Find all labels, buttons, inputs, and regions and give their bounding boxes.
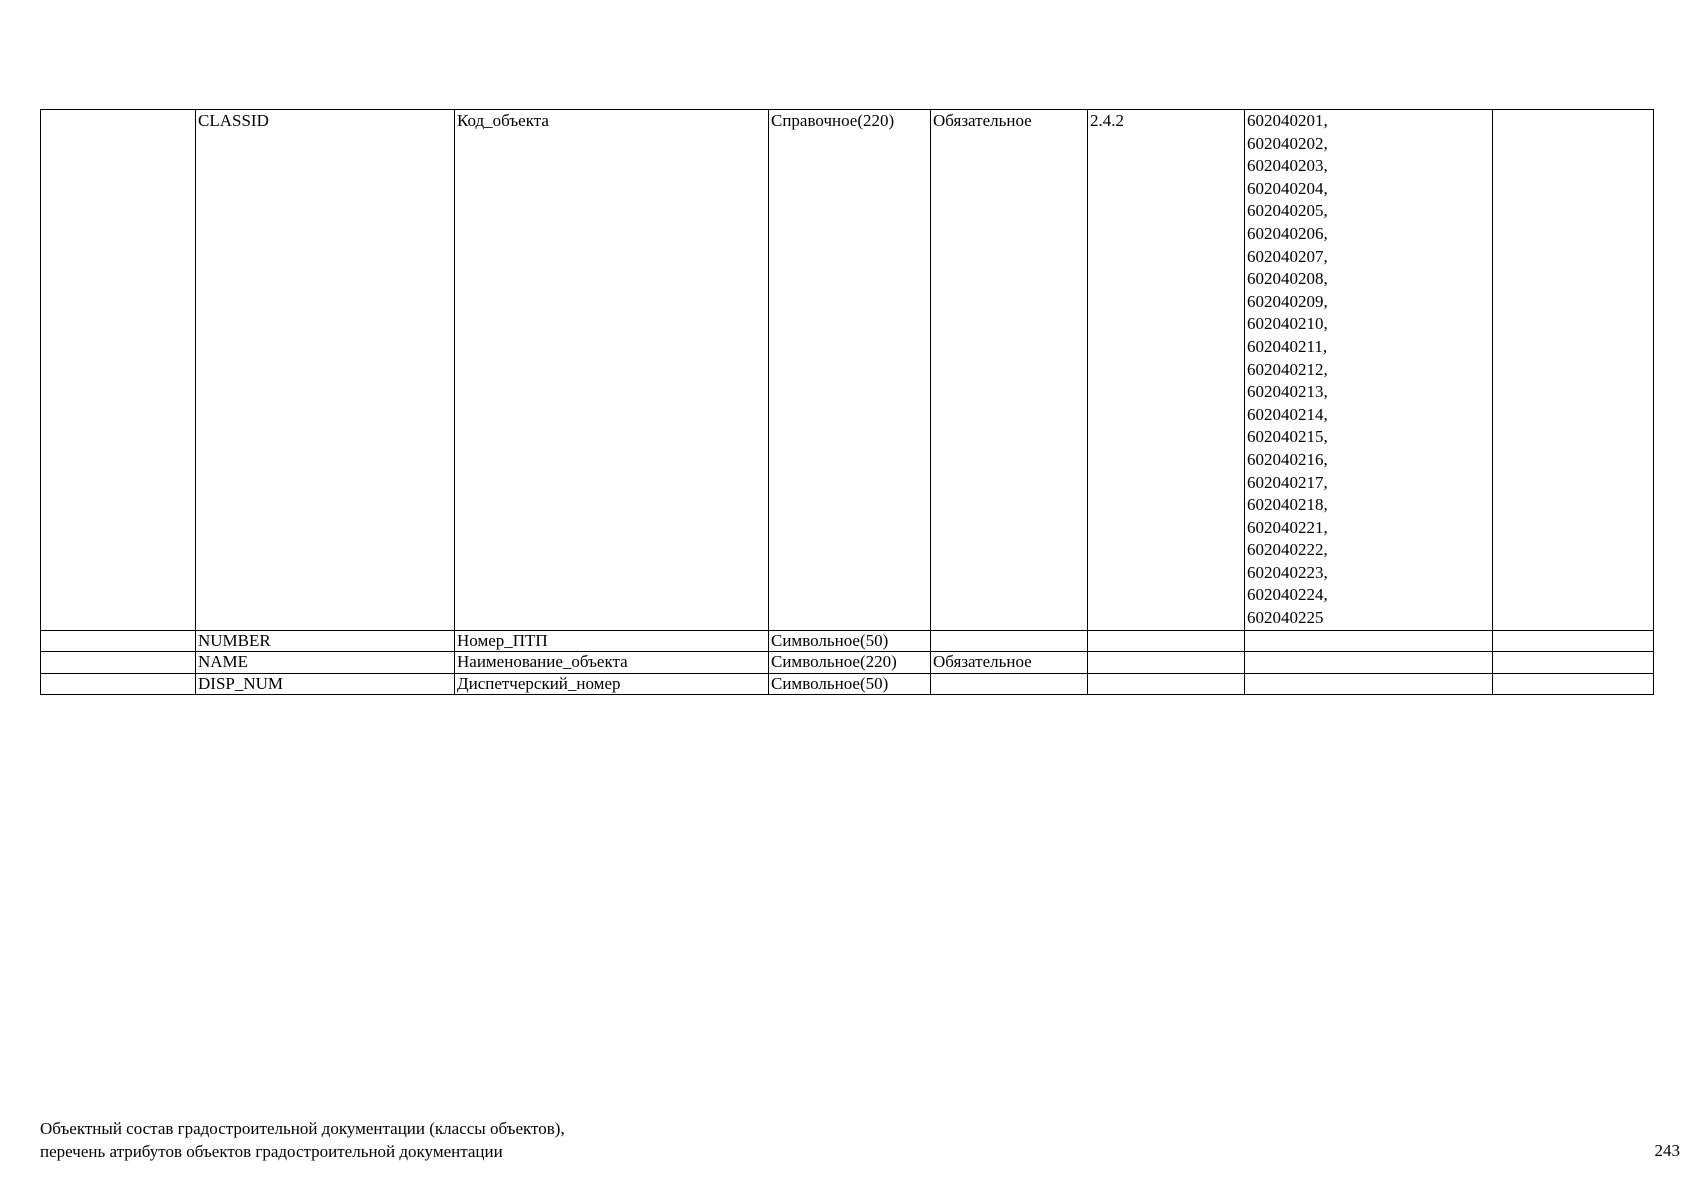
- field-name-cell: DISP_NUM: [196, 673, 455, 695]
- class-codes-cell: [1245, 630, 1493, 652]
- page-number: 243: [1654, 1141, 1680, 1160]
- class-code: 602040208,: [1247, 269, 1328, 289]
- empty-cell: [41, 110, 196, 631]
- class-code: 602040206,: [1247, 223, 1328, 243]
- field-type-cell: Символьное(220): [769, 652, 931, 674]
- class-codes-cell: [1245, 652, 1493, 674]
- attributes-table: [40, 109, 1654, 695]
- class-codes-cell: [1245, 673, 1493, 695]
- class-code: 602040224,: [1247, 585, 1328, 605]
- table-row: [41, 630, 1654, 652]
- class-code: 602040222,: [1247, 540, 1328, 560]
- empty-cell: [41, 630, 196, 652]
- section-ref-cell: [1088, 630, 1245, 652]
- field-name-cell: NUMBER: [196, 630, 455, 652]
- class-code: 602040216,: [1247, 449, 1328, 469]
- footer-line: Объектный состав градостроительной документации (классы объектов),: [40, 1119, 565, 1138]
- empty-cell: [1493, 630, 1654, 652]
- class-code: 602040221,: [1247, 517, 1328, 537]
- empty-cell: [1493, 652, 1654, 674]
- class-code: 602040204,: [1247, 178, 1328, 198]
- field-requirement-cell: [931, 630, 1088, 652]
- table-row: [41, 652, 1654, 674]
- field-description-cell: Диспетчерский_номер: [455, 673, 769, 695]
- field-description-cell: Номер_ПТП: [455, 630, 769, 652]
- field-description-cell: Наименование_объекта: [455, 652, 769, 674]
- class-code: 602040215,: [1247, 427, 1328, 447]
- class-code: 602040211,: [1247, 336, 1328, 356]
- field-description-cell: Код_объекта: [455, 110, 769, 631]
- class-code: 602040209,: [1247, 291, 1328, 311]
- class-code: 602040214,: [1247, 404, 1328, 424]
- footer-line: перечень атрибутов объектов градостроительной документации: [40, 1142, 503, 1161]
- section-ref-cell: [1088, 673, 1245, 695]
- class-code: 602040217,: [1247, 472, 1328, 492]
- field-requirement-cell: [931, 673, 1088, 695]
- class-codes-cell: [1245, 110, 1493, 631]
- empty-cell: [1493, 673, 1654, 695]
- class-code: 602040212,: [1247, 359, 1328, 379]
- field-type-cell: Символьное(50): [769, 673, 931, 695]
- section-ref-cell: [1088, 652, 1245, 674]
- class-code: 602040201,: [1247, 111, 1328, 130]
- class-code: 602040203,: [1247, 156, 1328, 176]
- class-code: 602040225: [1247, 608, 1324, 628]
- class-code: 602040210,: [1247, 314, 1328, 334]
- section-ref-cell: 2.4.2: [1088, 110, 1245, 631]
- table-row: [41, 673, 1654, 695]
- empty-cell: [1493, 110, 1654, 631]
- class-code: 602040223,: [1247, 562, 1328, 582]
- field-type-cell: Символьное(50): [769, 630, 931, 652]
- field-requirement-cell: Обязательное: [931, 110, 1088, 631]
- class-code: 602040205,: [1247, 201, 1328, 221]
- empty-cell: [41, 652, 196, 674]
- class-code: 602040202,: [1247, 133, 1328, 153]
- table-row: [41, 110, 1654, 631]
- field-requirement-cell: Обязательное: [931, 652, 1088, 674]
- class-code: 602040213,: [1247, 382, 1328, 402]
- document-footer: [40, 1117, 565, 1163]
- field-type-cell: Справочное(220): [769, 110, 931, 631]
- field-name-cell: CLASSID: [196, 110, 455, 631]
- class-code: 602040207,: [1247, 246, 1328, 266]
- field-name-cell: NAME: [196, 652, 455, 674]
- empty-cell: [41, 673, 196, 695]
- class-code: 602040218,: [1247, 495, 1328, 515]
